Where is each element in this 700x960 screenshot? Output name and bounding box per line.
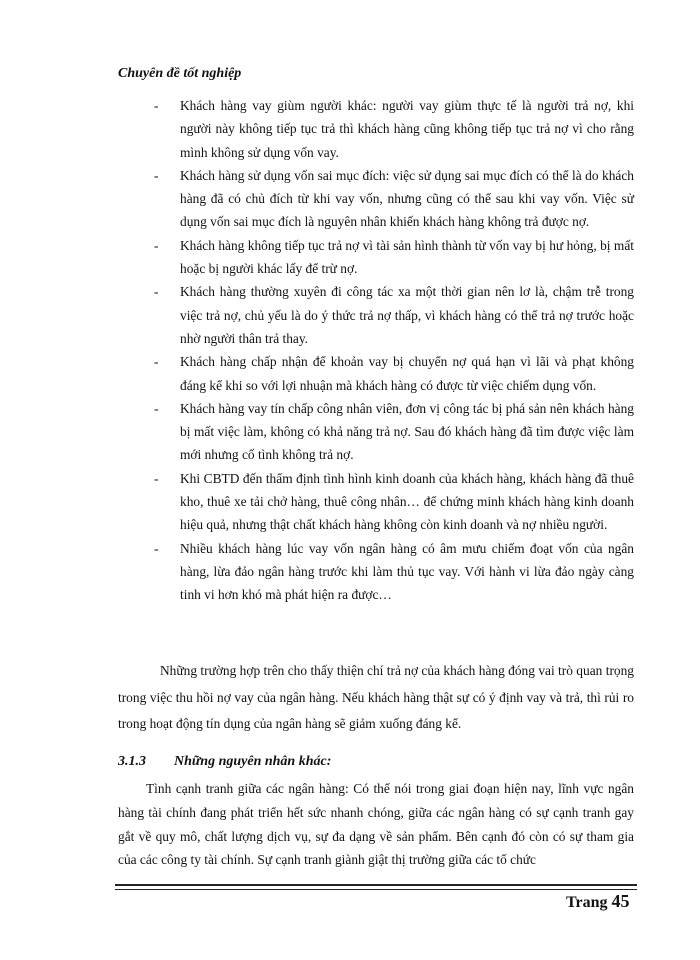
list-item-text: Khách hàng sử dụng vốn sai mục đích: việc sử dụng sai mục đích có thể là do khách hàng đã có chủ đích từ khi vay vốn, nhưng cũng có thể sau khi vay vốn. Việc sử dụng vốn sai mục đích là nguyên nhân khiến khách hàng không trả được nợ.	[180, 167, 634, 230]
bullet-dash: -	[154, 284, 159, 300]
footer-rule-thin	[115, 889, 637, 890]
footer-label: Trang	[566, 894, 608, 911]
header-title: Chuyên đề tốt nghiệp	[118, 66, 242, 81]
page-footer	[566, 891, 629, 912]
list-item-text: Khách hàng không tiếp tục trả nợ vì tài sản hình thành từ vốn vay bị hư hỏng, bị mất hoặc bị người khác lấy để trừ nợ.	[180, 237, 634, 277]
bullet-dash: -	[154, 98, 159, 113]
list-item	[150, 280, 634, 350]
list-item-text: Khách hàng vay tín chấp công nhân viên, đơn vị công tác bị phá sản nên khách hàng bị mất việc làm, không có khả năng trả nợ. Sau đó khách hàng đã tìm được việc làm mới nhưng cố tình không trả nợ.	[180, 400, 634, 463]
bullet-dash: -	[154, 354, 159, 370]
list-item	[150, 234, 634, 281]
list-item-text: Khách hàng vay giùm người khác: người vay giùm thực tế là người trả nợ, khi người này không tiếp tục trả thì khách hàng cũng không tiếp tục trả nợ vì cho rằng mình không sử dụng vốn vay.	[180, 98, 634, 160]
section-number: 3.1.3	[118, 754, 146, 769]
list-item	[150, 467, 634, 537]
bullet-dash: -	[154, 237, 159, 253]
list-item	[150, 94, 634, 164]
list-item	[150, 350, 634, 397]
section-heading	[118, 754, 331, 770]
list-item-text: Khách hàng thường xuyên đi công tác xa một thời gian nên lơ là, chậm trễ trong việc trả nợ, chủ yếu là do ý thức trả nợ thấp, vì khách hàng có thể trả nợ trước hoặc nhờ người thân trả thay.	[180, 284, 634, 346]
list-item-text: Khách hàng chấp nhận để khoản vay bị chuyển nợ quá hạn vì lãi và phạt không đáng kể khi so với lợi nhuận mà khách hàng có được từ việc chiếm dụng vốn.	[180, 354, 634, 393]
list-item	[150, 537, 634, 607]
list-item	[150, 397, 634, 467]
summary-paragraph: Những trường hợp trên cho thấy thiện chí trả nợ của khách hàng đóng vai trò quan trọng trong việc thu hồi nợ vay của ngân hàng. Nếu khách hàng thật sự có ý định vay và trả, thì rủi ro trong hoạt động tín dụng của ngân hàng sẽ giảm xuống đáng kể.	[118, 663, 634, 731]
bullet-dash: -	[154, 540, 159, 556]
section-paragraph: Tình cạnh tranh giữa các ngân hàng: Có thể nói trong giai đoạn hiện nay, lĩnh vực ngân hàng tài chính đang phát triển hết sức nhanh chóng, giữa các ngân hàng có sự cạnh tranh gay gắt về quy mô, chất lượng dịch vụ, sự đa dạng về sản phẩm. Bên cạnh đó còn có sự tham gia của các công ty tài chính. Sự cạnh tranh giành giật thị trường giữa các tổ chức	[118, 781, 634, 868]
bullet-dash: -	[154, 167, 159, 183]
bullet-list	[150, 94, 634, 607]
list-item-text: Khi CBTD đến thẩm định tình hình kinh doanh của khách hàng, khách hàng đã thuê kho, thuê xe tải chở hàng, thuê công nhân… để chứng minh khách hàng kinh doanh hiệu quả, nhưng thật chất khách hàng không còn kinh doanh và nợ nhiều người.	[180, 470, 634, 533]
list-item	[150, 164, 634, 234]
list-item-text: Nhiều khách hàng lúc vay vốn ngân hàng có âm mưu chiếm đoạt vốn của ngân hàng, lừa đảo ngân hàng trước khi làm thủ tục vay. Với hành vi lừa đảo ngày càng tinh vi hơn khó mà phát hiện ra được…	[180, 540, 634, 603]
footer-rule-thick	[115, 884, 637, 886]
bullet-dash: -	[154, 400, 159, 416]
page-number: 45	[611, 891, 630, 911]
section-title: Những nguyên nhân khác:	[174, 754, 332, 769]
bullet-dash: -	[154, 470, 159, 486]
